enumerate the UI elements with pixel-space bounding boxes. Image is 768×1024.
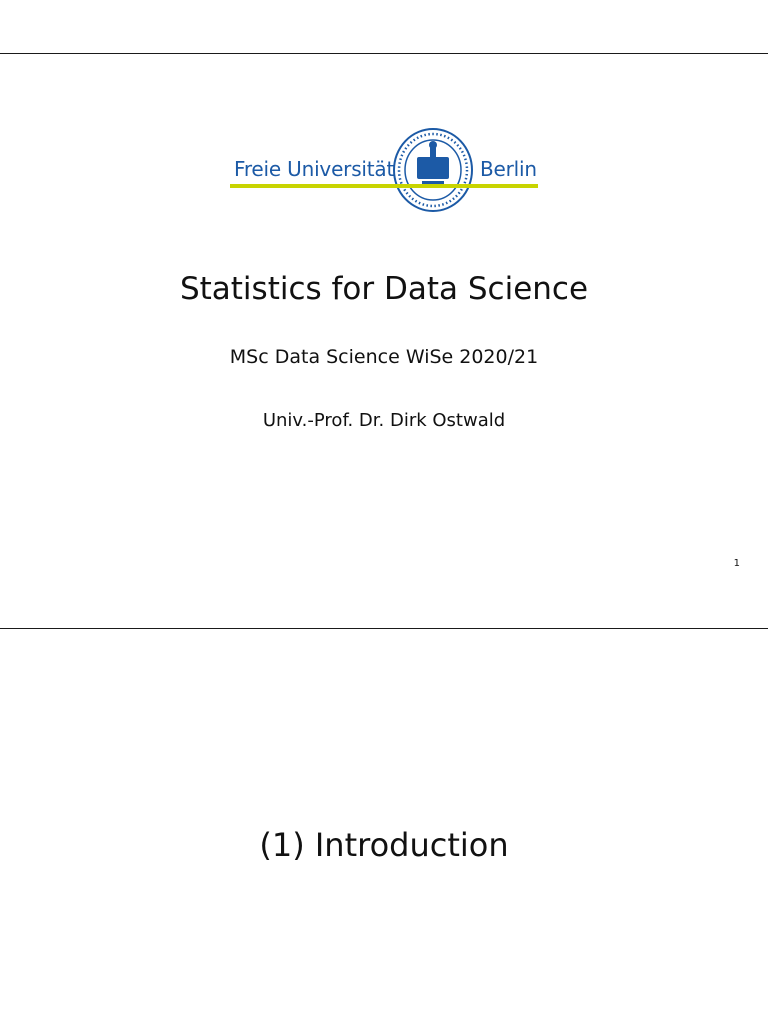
logo-text-left: Freie Universität [234, 157, 395, 181]
presentation-author: Univ.-Prof. Dr. Dirk Ostwald [262, 410, 506, 431]
page-number: 1 [733, 558, 740, 569]
presentation-title: Statistics for Data Science [179, 271, 589, 307]
section-title: (1) Introduction [259, 826, 509, 864]
logo-text-right: Berlin [480, 157, 537, 181]
presentation-subtitle: MSc Data Science WiSe 2020/21 [229, 346, 539, 368]
